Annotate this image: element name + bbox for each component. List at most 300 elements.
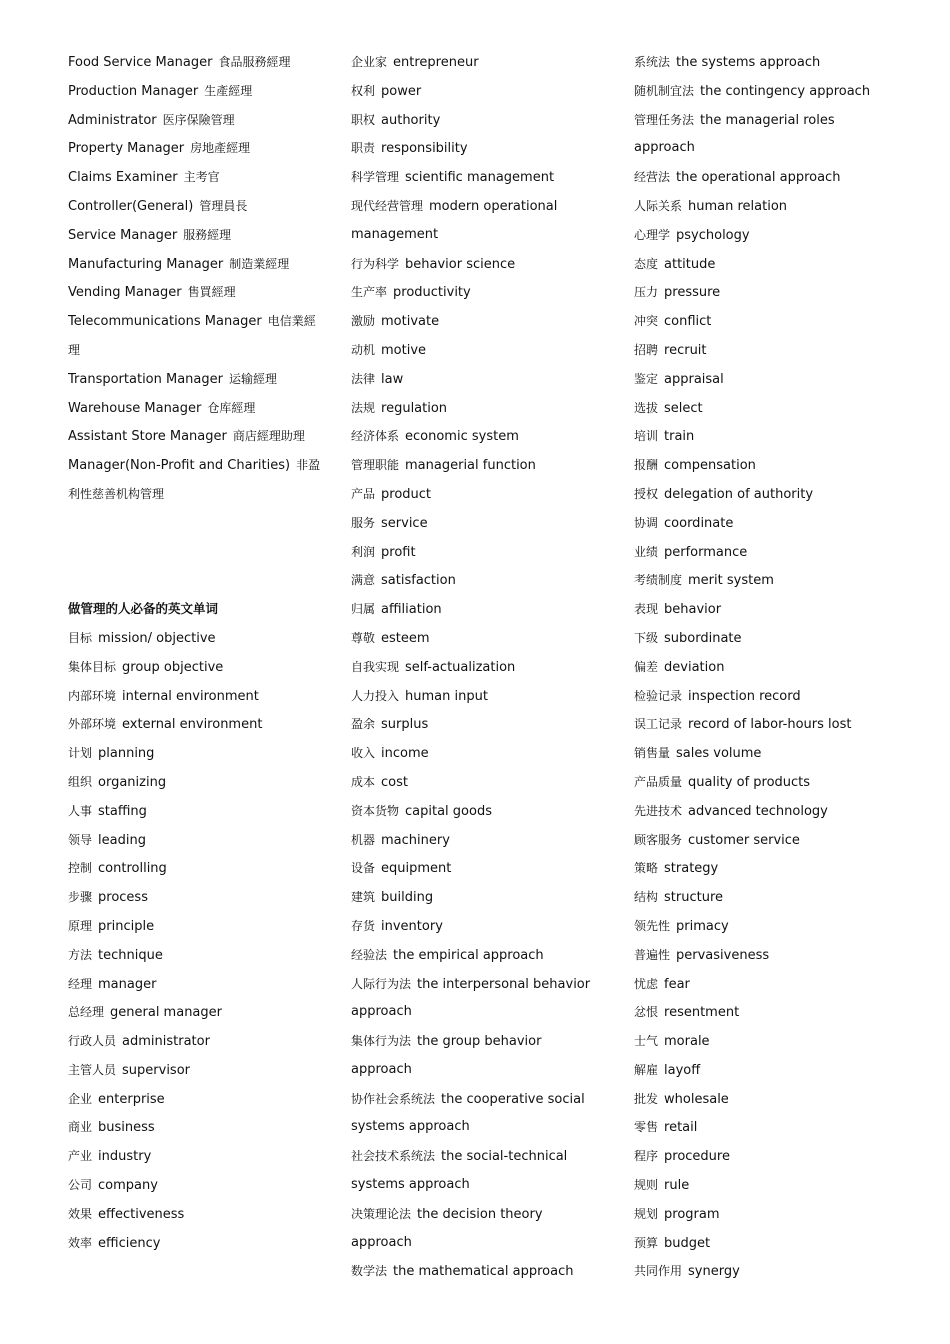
english-term: the managerial roles	[700, 112, 835, 128]
vocab-entry	[634, 883, 909, 912]
vocab-entry	[351, 422, 611, 451]
vocab-entry	[68, 1027, 330, 1056]
chinese-term: 经理	[68, 976, 93, 991]
chinese-term: 公司	[68, 1178, 93, 1193]
chinese-term: 效率	[68, 1235, 93, 1250]
column-right	[634, 48, 909, 1286]
chinese-term: 忧虑	[634, 976, 659, 991]
vocab-entry	[634, 422, 909, 451]
chinese-term: 运输經理	[228, 371, 277, 386]
vocab-entry	[634, 912, 909, 941]
vocab-entry	[634, 941, 909, 970]
english-term: internal environment	[122, 688, 259, 704]
english-term: subordinate	[664, 630, 742, 646]
english-term: approach	[634, 140, 695, 156]
vocab-entry	[634, 307, 909, 336]
vocab-entry	[634, 250, 909, 279]
chinese-term: 行政人员	[68, 1034, 117, 1049]
vocab-entry	[634, 1200, 909, 1229]
chinese-term: 产品质量	[634, 774, 683, 789]
english-term: customer service	[688, 832, 800, 848]
vocab-entry	[68, 278, 330, 307]
english-term: layoff	[664, 1062, 701, 1078]
chinese-term: 企业	[68, 1091, 93, 1106]
vocab-entry	[634, 1142, 909, 1171]
vocab-entry	[634, 278, 909, 307]
english-term: program	[664, 1206, 720, 1222]
chinese-term: 医序保險管理	[162, 112, 235, 127]
vocab-entry	[634, 221, 909, 250]
english-term: record of labor-hours lost	[688, 717, 852, 733]
vocab-entry	[68, 250, 330, 279]
vocab-entry	[68, 682, 330, 711]
chinese-term: 产业	[68, 1149, 93, 1164]
chinese-term: 步骤	[68, 890, 93, 905]
vocab-entry	[351, 307, 611, 336]
vocab-entry	[351, 826, 611, 855]
vocab-entry	[351, 710, 611, 739]
english-term: manager	[98, 976, 157, 992]
vocab-entry	[351, 278, 611, 307]
vocab-entry	[68, 883, 330, 912]
chinese-term: 理	[68, 342, 81, 357]
english-term: profit	[381, 544, 416, 560]
vocab-entry	[634, 394, 909, 423]
vocab-entry	[68, 970, 330, 999]
vocab-entry	[351, 1229, 611, 1258]
chinese-term: 机器	[351, 832, 376, 847]
column-left	[68, 48, 330, 1257]
chinese-term: 集体行为法	[351, 1034, 412, 1049]
english-term: scientific management	[405, 170, 555, 186]
english-term: the cooperative social	[441, 1091, 585, 1107]
vocab-entry	[634, 710, 909, 739]
english-term: the interpersonal behavior	[417, 976, 591, 992]
vocab-entry	[351, 624, 611, 653]
english-term: fear	[664, 976, 690, 992]
chinese-term: 协调	[634, 515, 659, 530]
vocab-entry	[634, 768, 909, 797]
english-term: regulation	[381, 400, 448, 416]
vocab-entry	[634, 998, 909, 1027]
chinese-term: 经营法	[634, 170, 671, 185]
english-term: managerial function	[405, 458, 536, 474]
english-term: behavior	[664, 602, 722, 618]
vocab-entry	[351, 192, 611, 221]
chinese-term: 解雇	[634, 1062, 659, 1077]
vocab-entry	[634, 1171, 909, 1200]
english-term: the group behavior	[417, 1034, 542, 1050]
vocab-list-left	[68, 624, 330, 1258]
english-term: technique	[98, 947, 163, 963]
chinese-term: 控制	[68, 861, 93, 876]
english-term: equipment	[381, 861, 452, 877]
english-term: behavior science	[405, 256, 516, 272]
english-term: Assistant Store Manager	[68, 429, 227, 445]
chinese-term: 业绩	[634, 544, 659, 559]
chinese-term: 社会技术系统法	[351, 1149, 436, 1164]
chinese-term: 非盈	[296, 458, 321, 473]
english-term: authority	[381, 112, 441, 128]
chinese-term: 法规	[351, 400, 376, 415]
chinese-term: 成本	[351, 774, 376, 789]
chinese-term: 建筑	[351, 890, 376, 905]
english-term: product	[381, 486, 432, 502]
vocab-entry	[68, 739, 330, 768]
vocab-entry	[68, 163, 330, 192]
english-term: the social-technical	[441, 1149, 568, 1165]
vocab-entry	[68, 48, 330, 77]
english-term: power	[381, 83, 422, 99]
english-term: affiliation	[381, 602, 442, 618]
chinese-term: 商店經理助理	[232, 429, 305, 444]
chinese-term: 主管人员	[68, 1062, 117, 1077]
english-term: controlling	[98, 861, 167, 877]
vocab-entry	[351, 566, 611, 595]
english-term: the operational approach	[676, 170, 841, 186]
vocab-entry	[634, 163, 909, 192]
vocab-entry	[351, 509, 611, 538]
chinese-term: 外部环境	[68, 717, 117, 732]
chinese-term: 报酬	[634, 458, 659, 473]
vocab-entry	[68, 1085, 330, 1114]
vocab-entry	[351, 480, 611, 509]
english-term: rule	[664, 1178, 690, 1194]
english-term: systems approach	[351, 1177, 470, 1193]
english-term: motivate	[381, 314, 440, 330]
chinese-term: 招聘	[634, 342, 659, 357]
vocab-entry	[68, 941, 330, 970]
vocab-entry	[351, 538, 611, 567]
chinese-term: 普遍性	[634, 947, 671, 962]
english-term: administrator	[122, 1034, 210, 1050]
chinese-term: 电信業經	[267, 314, 316, 329]
chinese-term: 服务	[351, 515, 376, 530]
vocab-entry	[68, 1113, 330, 1142]
vocab-entry	[68, 1171, 330, 1200]
english-term: entrepreneur	[393, 55, 479, 70]
english-term: merit system	[688, 573, 774, 589]
vocab-entry	[634, 134, 909, 163]
chinese-term: 忿恨	[634, 1005, 659, 1020]
chinese-term: 存货	[351, 918, 376, 933]
english-term: structure	[664, 890, 724, 906]
vocab-entry	[68, 1200, 330, 1229]
chinese-term: 冲突	[634, 314, 659, 329]
english-term: deviation	[664, 659, 725, 675]
vocab-entry	[351, 682, 611, 711]
chinese-term: 法律	[351, 371, 376, 386]
vocab-entry	[68, 768, 330, 797]
chinese-term: 目标	[68, 630, 93, 645]
chinese-term: 归属	[351, 602, 376, 617]
chinese-term: 表现	[634, 602, 659, 617]
chinese-term: 尊敬	[351, 630, 376, 645]
english-term: staffing	[98, 803, 147, 819]
vocab-entry	[634, 797, 909, 826]
vocab-entry	[351, 854, 611, 883]
english-term: psychology	[676, 227, 750, 243]
chinese-term: 误工记录	[634, 717, 683, 732]
english-term: motive	[381, 342, 427, 358]
vocab-entry	[351, 941, 611, 970]
chinese-term: 预算	[634, 1235, 659, 1250]
vocab-entry	[68, 480, 330, 509]
chinese-term: 动机	[351, 342, 376, 357]
english-term: synergy	[688, 1264, 740, 1280]
english-term: the empirical approach	[393, 947, 544, 963]
chinese-term: 职责	[351, 141, 376, 156]
chinese-term: 方法	[68, 947, 93, 962]
chinese-term: 仓库經理	[207, 400, 256, 415]
english-term: sales volume	[676, 746, 762, 762]
chinese-term: 随机制宜法	[634, 83, 695, 98]
chinese-term: 原理	[68, 918, 93, 933]
chinese-term: 经验法	[351, 947, 388, 962]
chinese-term: 管理任务法	[634, 112, 695, 127]
vocab-entry	[634, 336, 909, 365]
english-term: business	[98, 1120, 155, 1136]
vocab-entry	[634, 624, 909, 653]
vocab-entry	[634, 1056, 909, 1085]
english-term: cost	[381, 774, 408, 790]
vocab-entry	[634, 854, 909, 883]
chinese-term: 心理学	[634, 227, 671, 242]
english-term: surplus	[381, 717, 429, 733]
vocab-entry	[351, 106, 611, 135]
chinese-term: 权利	[351, 83, 376, 98]
vocab-entry	[68, 134, 330, 163]
vocab-entry	[68, 1142, 330, 1171]
chinese-term: 管理职能	[351, 458, 400, 473]
vocab-entry	[68, 77, 330, 106]
vocab-entry	[351, 1113, 611, 1142]
vocab-entry	[68, 307, 330, 336]
section-heading: 做管理的人必备的英文单词	[68, 601, 219, 617]
vocab-entry	[68, 106, 330, 135]
english-term: management	[351, 226, 439, 242]
chinese-term: 组织	[68, 774, 93, 789]
english-term: Service Manager	[68, 227, 178, 243]
chinese-term: 自我实现	[351, 659, 400, 674]
chinese-term: 决策理论法	[351, 1206, 412, 1221]
chinese-term: 压力	[634, 285, 659, 300]
vocab-entry	[68, 365, 330, 394]
english-term: the mathematical approach	[393, 1264, 574, 1280]
vocab-entry	[351, 998, 611, 1027]
vocab-entry	[351, 883, 611, 912]
vocab-entry	[634, 451, 909, 480]
vocab-entry	[634, 1085, 909, 1114]
column-middle	[351, 48, 611, 1286]
english-term: Production Manager	[68, 83, 199, 99]
english-term: retail	[664, 1120, 698, 1136]
chinese-term: 产品	[351, 486, 376, 501]
english-term: select	[664, 400, 703, 416]
english-term: delegation of authority	[664, 486, 814, 502]
chinese-term: 制造業經理	[229, 256, 290, 271]
english-term: principle	[98, 918, 155, 934]
chinese-term: 考绩制度	[634, 573, 683, 588]
english-term: economic system	[405, 429, 519, 445]
vocab-entry	[351, 797, 611, 826]
vocab-entry	[634, 538, 909, 567]
chinese-term: 收入	[351, 746, 376, 761]
vocab-entry	[351, 221, 611, 250]
vocab-entry	[634, 48, 909, 77]
chinese-term: 策略	[634, 861, 659, 876]
chinese-term: 鉴定	[634, 371, 659, 386]
english-term: pervasiveness	[676, 947, 770, 963]
chinese-term: 偏差	[634, 659, 659, 674]
english-term: process	[98, 890, 148, 906]
chinese-term: 职权	[351, 112, 376, 127]
english-term: enterprise	[98, 1091, 165, 1107]
vocab-entry	[634, 77, 909, 106]
english-term: approach	[351, 1004, 412, 1020]
vocab-entry	[68, 336, 330, 365]
chinese-term: 设备	[351, 861, 376, 876]
vocab-entry	[68, 854, 330, 883]
chinese-term: 售買經理	[187, 285, 236, 300]
chinese-term: 内部环境	[68, 688, 117, 703]
english-term: inspection record	[688, 688, 801, 704]
english-term: Manager(Non-Profit and Charities)	[68, 458, 291, 474]
vocab-entry	[351, 451, 611, 480]
vocab-entry	[634, 826, 909, 855]
vocab-entry	[634, 480, 909, 509]
chinese-term: 商业	[68, 1120, 93, 1135]
english-term: organizing	[98, 774, 167, 790]
english-term: advanced technology	[688, 803, 828, 819]
english-term: supervisor	[122, 1062, 190, 1078]
english-term: performance	[664, 544, 748, 560]
chinese-term: 管理員長	[199, 198, 248, 213]
english-term: human relation	[688, 198, 788, 214]
vocab-entry	[351, 912, 611, 941]
chinese-term: 数学法	[351, 1264, 388, 1279]
english-term: capital goods	[405, 803, 492, 819]
english-term: resentment	[664, 1005, 740, 1021]
chinese-term: 经济体系	[351, 429, 400, 444]
english-term: general manager	[110, 1005, 222, 1021]
chinese-term: 效果	[68, 1206, 93, 1221]
vocab-entry	[634, 365, 909, 394]
english-term: Manufacturing Manager	[68, 256, 224, 272]
vocab-entry	[351, 134, 611, 163]
english-term: satisfaction	[381, 573, 456, 589]
english-term: effectiveness	[98, 1206, 185, 1222]
vocab-entry	[351, 1027, 611, 1056]
english-term: Administrator	[68, 112, 157, 128]
english-term: Vending Manager	[68, 285, 182, 301]
english-term: approach	[351, 1061, 412, 1077]
chinese-term: 激励	[351, 314, 376, 329]
english-term: machinery	[381, 832, 450, 848]
english-term: strategy	[664, 861, 719, 877]
chinese-term: 培训	[634, 429, 659, 444]
chinese-term: 检验记录	[634, 688, 683, 703]
section-gap	[68, 509, 330, 595]
chinese-term: 人力投入	[351, 688, 400, 703]
vocab-entry	[351, 365, 611, 394]
chinese-term: 集体目标	[68, 659, 117, 674]
vocab-entry	[351, 1142, 611, 1171]
chinese-term: 科学管理	[351, 170, 400, 185]
english-term: systems approach	[351, 1119, 470, 1135]
vocab-entry	[68, 1056, 330, 1085]
chinese-term: 下级	[634, 630, 659, 645]
vocab-entry	[634, 682, 909, 711]
chinese-term: 规则	[634, 1178, 659, 1193]
chinese-term: 生產經理	[204, 83, 253, 98]
english-term: Controller(General)	[68, 198, 194, 214]
vocab-entry	[634, 653, 909, 682]
vocab-entry	[634, 1229, 909, 1258]
english-term: pressure	[664, 285, 721, 301]
vocab-entry	[351, 653, 611, 682]
english-term: service	[381, 515, 428, 531]
vocab-entry	[351, 394, 611, 423]
english-term: train	[664, 429, 695, 445]
english-term: esteem	[381, 630, 430, 646]
chinese-term: 领先性	[634, 918, 671, 933]
vocab-entry	[68, 422, 330, 451]
chinese-term: 结构	[634, 890, 659, 905]
vocab-entry	[634, 566, 909, 595]
chinese-term: 利性慈善机构管理	[68, 486, 165, 501]
english-term: planning	[98, 746, 155, 762]
english-term: the contingency approach	[700, 83, 871, 99]
chinese-term: 总经理	[68, 1005, 105, 1020]
english-term: compensation	[664, 458, 756, 474]
english-term: income	[381, 746, 429, 762]
english-term: self-actualization	[405, 659, 516, 675]
chinese-term: 系统法	[634, 55, 671, 69]
vocab-entry	[351, 48, 611, 77]
vocab-entry	[634, 192, 909, 221]
chinese-term: 共同作用	[634, 1264, 683, 1279]
vocab-entry	[351, 768, 611, 797]
vocab-entry	[634, 739, 909, 768]
chinese-term: 资本货物	[351, 803, 400, 818]
chinese-term: 零售	[634, 1120, 659, 1135]
chinese-term: 批发	[634, 1091, 659, 1106]
chinese-term: 士气	[634, 1034, 659, 1049]
vocab-entry	[68, 797, 330, 826]
chinese-term: 生产率	[351, 285, 388, 300]
chinese-term: 人际行为法	[351, 976, 412, 991]
vocab-entry	[351, 163, 611, 192]
vocab-entry	[68, 1229, 330, 1258]
chinese-term: 行为科学	[351, 256, 400, 271]
vocab-entry	[68, 653, 330, 682]
vocab-entry	[351, 739, 611, 768]
english-term: Claims Examiner	[68, 170, 178, 186]
english-term: budget	[664, 1235, 711, 1251]
chinese-term: 企业家	[351, 55, 388, 69]
chinese-term: 盈余	[351, 717, 376, 732]
vocab-entry	[634, 1113, 909, 1142]
chinese-term: 先进技术	[634, 803, 683, 818]
english-term: conflict	[664, 314, 712, 330]
english-term: Transportation Manager	[68, 371, 223, 387]
english-term: Property Manager	[68, 141, 185, 157]
chinese-term: 态度	[634, 256, 659, 271]
chinese-term: 协作社会系统法	[351, 1091, 436, 1106]
vocab-entry	[351, 1200, 611, 1229]
english-term: procedure	[664, 1149, 730, 1165]
